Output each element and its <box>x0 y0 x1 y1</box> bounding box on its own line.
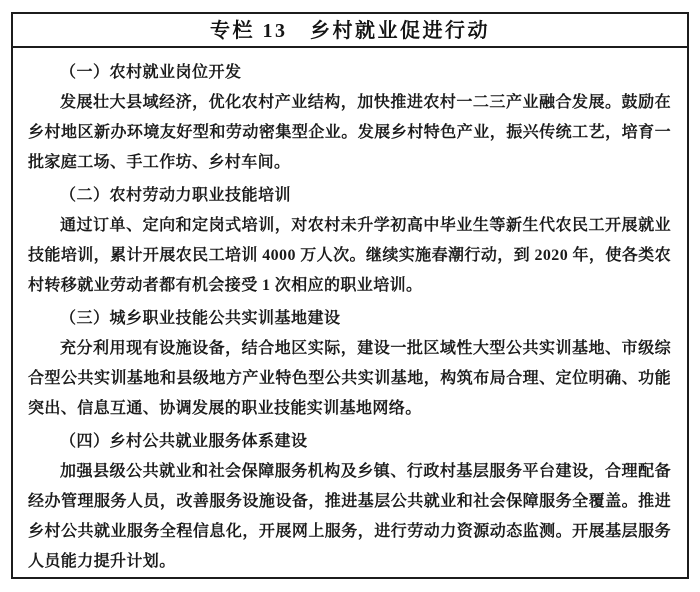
section-rural-labor-skill-training <box>28 181 671 301</box>
section-body-text: 通过订单、定向和定岗式培训，对农村未升学初高中毕业生等新生代农民工开展就业技能培训，累计开展农民工培训 4000 万人次。继续实施春潮行动，到 2020 年，使各类农村转移就业劳动者都有机会接受 1 次相应的职业培训。 <box>28 217 671 294</box>
section-body-text: 充分利用现有设施设备，结合地区实际，建设一批区域性大型公共实训基地、市级综合型公共实训基地和县级地方产业特色型公共实训基地，构筑布局合理、定位明确、功能突出、信息互通、协调发展的职业技能实训基地网络。 <box>28 340 671 417</box>
section-body-text: 加强县级公共就业和社会保障服务机构及乡镇、行政村基层服务平台建设，合理配备经办管理服务人员，改善服务设施设备，推进基层公共就业和社会保障服务全覆盖。推进乡村公共就业服务全程信息化，开展网上服务，进行劳动力资源动态监测。开展基层服务人员能力提升计划。 <box>28 463 671 570</box>
section-rural-job-development <box>28 58 671 178</box>
section-heading: （一）农村就业岗位开发 <box>60 64 242 81</box>
highlight-box-panel <box>11 12 689 579</box>
section-heading: （二）农村劳动力职业技能培训 <box>60 187 292 204</box>
section-heading: （三）城乡职业技能公共实训基地建设 <box>60 310 341 327</box>
panel-body <box>13 48 687 577</box>
panel-title: 专栏 13 乡村就业促进行动 <box>13 14 687 48</box>
section-body-text: 发展壮大县域经济，优化农村产业结构，加快推进农村一二三产业融合发展。鼓励在乡村地区新办环境友好型和劳动密集型企业。发展乡村特色产业，振兴传统工艺，培育一批家庭工场、手工作坊、乡村车间。 <box>28 94 671 171</box>
section-public-employment-service <box>28 427 671 577</box>
section-heading: （四）乡村公共就业服务体系建设 <box>60 433 308 450</box>
section-public-training-base <box>28 304 671 424</box>
